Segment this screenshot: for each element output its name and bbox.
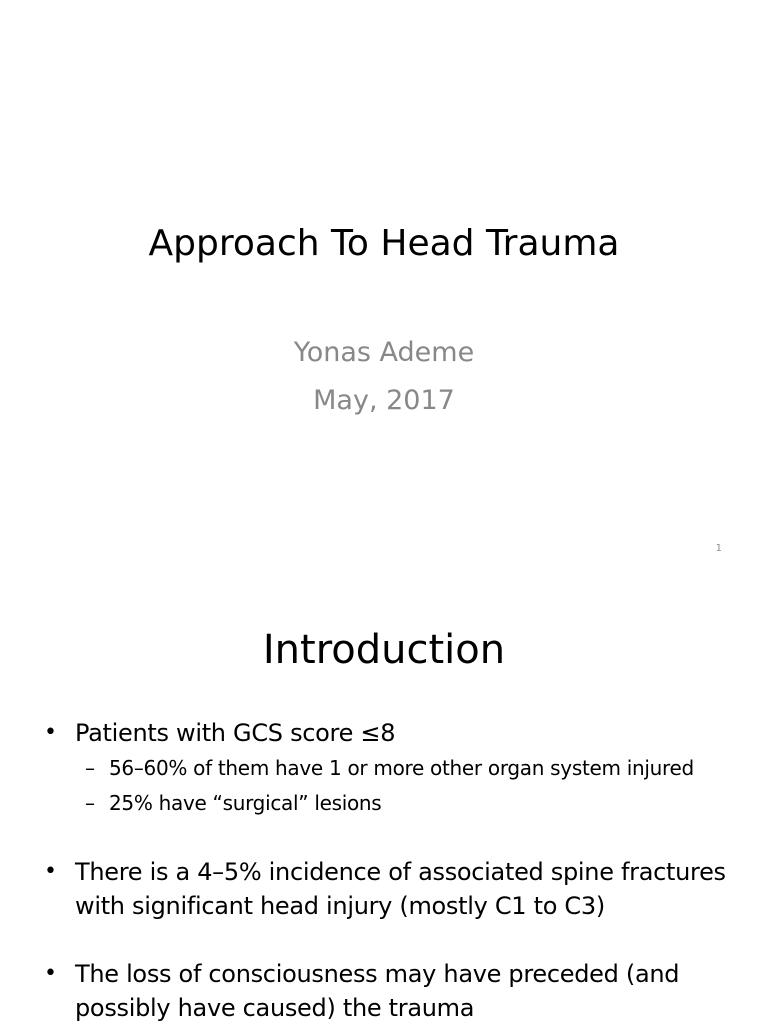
bullet-icon: • [44, 859, 57, 884]
dash-icon: – [85, 756, 95, 780]
introduction-slide [0, 576, 768, 1024]
slide-title: Introduction [262, 627, 506, 673]
bullet-icon: • [44, 961, 57, 986]
bullet-icon: • [44, 720, 57, 745]
slide-number: 1 [715, 543, 722, 554]
presentation-title: Approach To Head Trauma [148, 223, 620, 264]
author-name: Yonas Ademe [293, 337, 475, 368]
sub-bullet-list [75, 751, 742, 821]
sub-bullet-text: 56–60% of them have 1 or more other organ system injured [109, 756, 694, 780]
sub-bullet-text: 25% have “surgical” lesions [109, 791, 382, 815]
bullet-item [42, 716, 742, 821]
presentation-date: May, 2017 [313, 385, 455, 416]
bullet-list [42, 716, 742, 1024]
sub-bullet-item [75, 786, 742, 821]
bullet-item [42, 957, 742, 1024]
dash-icon: – [85, 791, 95, 815]
bullet-text: The loss of consciousness may have preceded (and possibly have caused) the trauma [75, 960, 680, 1022]
bullet-text: Patients with GCS score ≤8 [75, 719, 396, 747]
bullet-text: There is a 4–5% incidence of associated spine fractures with significant head injury (mostly C1 to C3) [75, 858, 726, 920]
bullet-item [42, 855, 742, 923]
sub-bullet-item [75, 751, 742, 786]
